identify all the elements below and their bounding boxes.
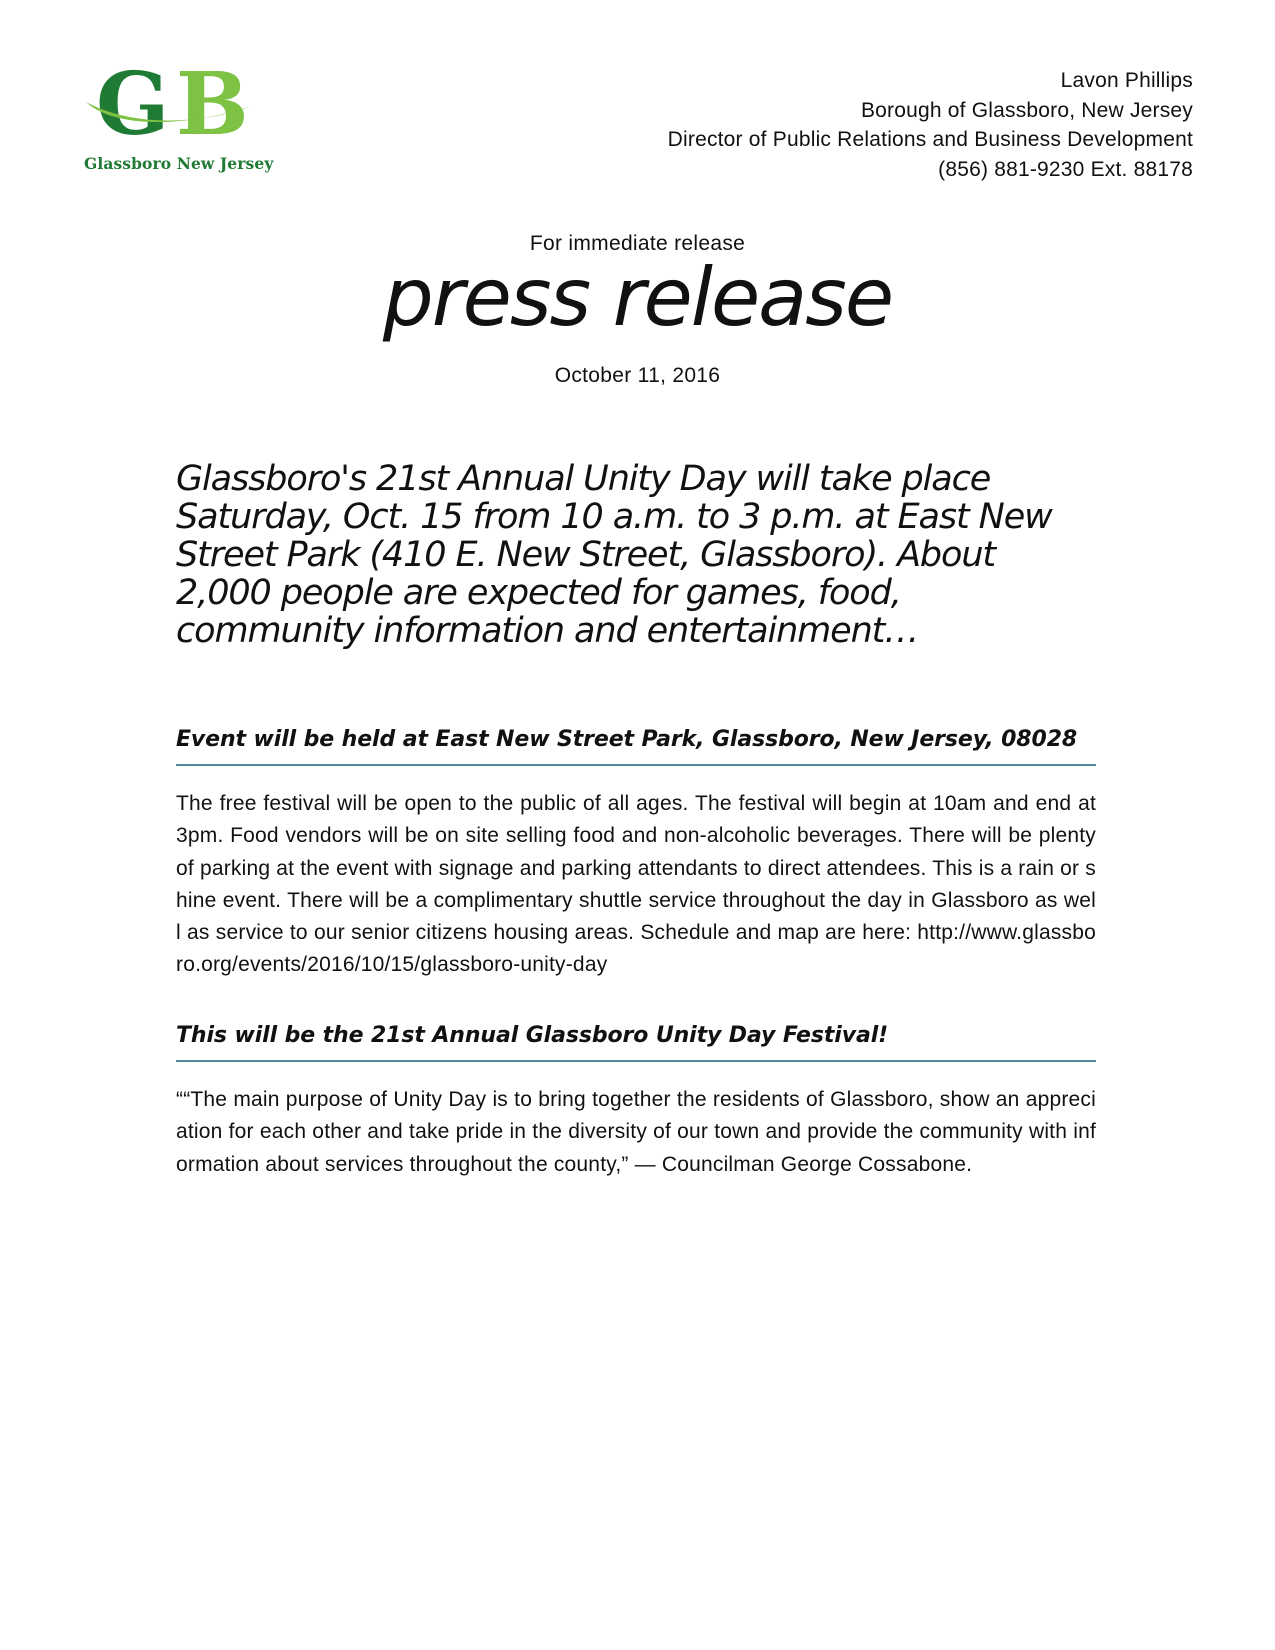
logo-letter-b: B bbox=[176, 62, 245, 152]
glassboro-logo bbox=[84, 62, 274, 182]
contact-block bbox=[668, 66, 1193, 184]
lede-paragraph: Glassboro's 21st Annual Unity Day will take place Saturday, Oct. 15 from 10 a.m. to 3 p.m. at East New Street Park (410 E. New Street, Glassboro). About 2,000 people are expected for games, food, community information and entertainment… bbox=[176, 459, 1052, 651]
contact-organization: Borough of Glassboro, New Jersey bbox=[860, 98, 1193, 122]
logo-letter-g: G bbox=[96, 62, 166, 152]
section-body-details: The free festival will be open to the public of all ages. The festival will begin at 10am and end at 3pm. Food vendors will be on site selling food and non-alcoholic beverages. There will be plenty of parking at the event with signage and parking attendants to direct attendees. This is a rain or shine event. There will be a complimentary shuttle service throughout the day in Glassboro as well as service to our senior citizens housing areas. Schedule and map are here: http://www.glassboro.org/events/2016/10/15/glassboro-unity-day bbox=[176, 792, 1096, 977]
section-divider bbox=[176, 764, 1096, 766]
gb-logo-mark bbox=[84, 62, 274, 152]
section-divider bbox=[176, 1060, 1096, 1062]
logo-caption: Glassboro New Jersey bbox=[84, 154, 274, 173]
page-title: press release bbox=[382, 251, 893, 344]
contact-role: Director of Public Relations and Business Development bbox=[667, 128, 1193, 151]
release-note: For immediate release bbox=[529, 232, 746, 255]
contact-name: Lavon Phillips bbox=[1060, 69, 1193, 92]
section-body-quote: ““The main purpose of Unity Day is to bring together the residents of Glassboro, show an appreciation for each other and take pride in the diversity of our town and provide the community with information about services throughout the county,” — Councilman George Cossabone. bbox=[176, 1088, 1096, 1176]
section-heading-festival: This will be the 21st Annual Glassboro Unity Day Festival! bbox=[176, 1023, 889, 1048]
release-date: October 11, 2016 bbox=[554, 364, 721, 387]
section-heading-location: Event will be held at East New Street Park, Glassboro, New Jersey, 08028 bbox=[176, 727, 1078, 752]
contact-phone: (856) 881-9230 Ext. 88178 bbox=[938, 157, 1193, 181]
